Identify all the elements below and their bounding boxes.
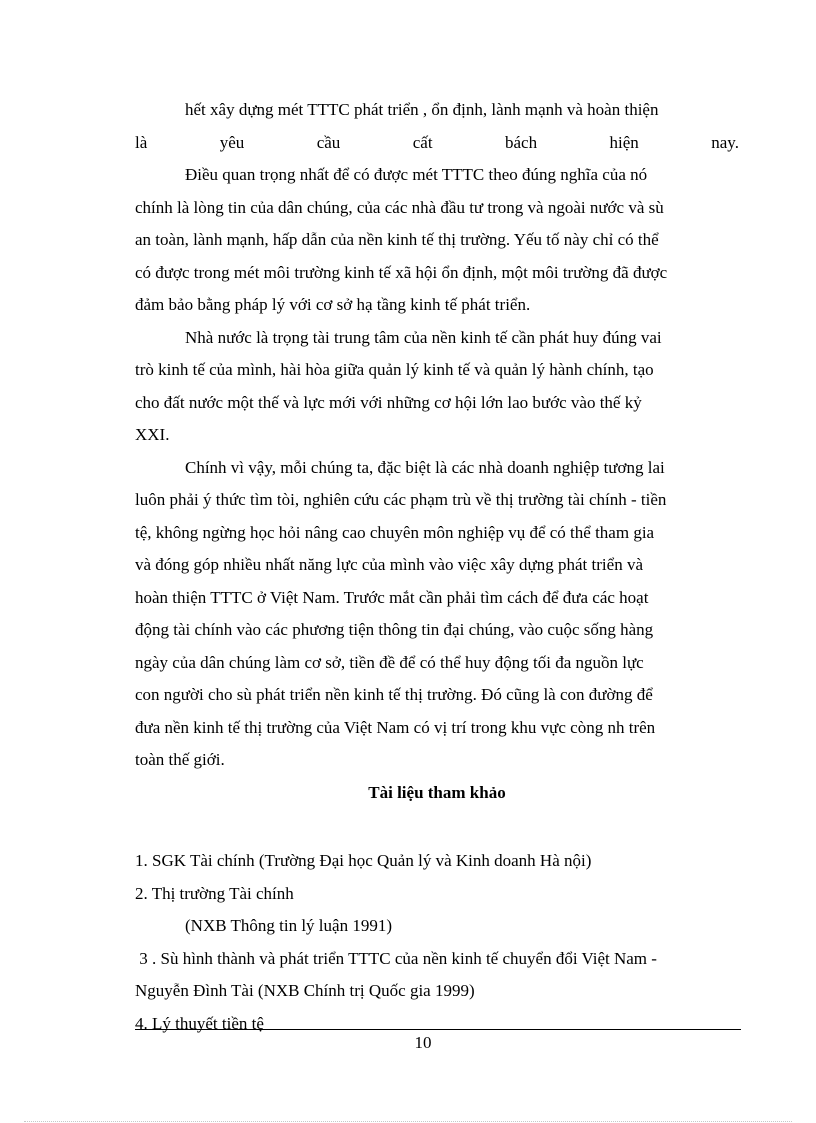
reference-item: (NXB Thông tin lý luận 1991) xyxy=(185,916,392,935)
body-line: có được trong mét môi trường kinh tế xã hội ổn định, một môi trường đã được xyxy=(135,262,668,282)
body-line: cho đất nước một thế và lực mới với những cơ hội lớn lao bước vào thế kỷ xyxy=(135,392,642,412)
footer-divider xyxy=(135,1029,741,1030)
body-line: hoàn thiện TTTC ở Việt Nam. Trước mắt cần phải tìm cách để đưa các hoạt xyxy=(135,587,649,607)
word: cất xyxy=(412,132,433,152)
word: cầu xyxy=(316,132,341,152)
body-line: Chính vì vậy, mỗi chúng ta, đặc biệt là các nhà doanh nghiệp tương lai xyxy=(185,457,665,477)
reference-item: 3 . Sù hình thành và phát triển TTTC của nền kinh tế chuyển đổi Việt Nam - xyxy=(135,948,657,968)
body-line: và đóng góp nhiều nhất năng lực của mình vào việc xây dựng phát triển và xyxy=(135,555,643,574)
reference-item: 1. SGK Tài chính (Trường Đại học Quản lý và Kinh doanh Hà nội) xyxy=(135,851,592,870)
body-line: ngày của dân chúng làm cơ sở, tiền đề để có thể huy động tối đa nguồn lực xyxy=(135,652,644,672)
body-line: tệ, không ngừng học hỏi nâng cao chuyên môn nghiệp vụ để có thể tham gia xyxy=(135,522,655,542)
body-line: đảm bảo bằng pháp lý với cơ sở hạ tầng kinh tế phát triển. xyxy=(135,295,531,314)
body-line: Nhà nước là trọng tài trung tâm của nền kinh tế cần phát huy đúng vai xyxy=(185,327,662,347)
body-line: Điều quan trọng nhất để có được mét TTTC theo đúng nghĩa của nó xyxy=(185,165,648,184)
reference-item: 4. Lý thuyết tiền tệ xyxy=(135,1013,264,1033)
word: là xyxy=(135,132,148,152)
body-line: con người cho sù phát triển nền kinh tế thị trường. Đó cũng là con đường để xyxy=(135,685,653,704)
body-line: an toàn, lành mạnh, hấp dẫn của nền kinh tế thị trường. Yếu tố này chỉ có thể xyxy=(135,230,659,249)
body-line: luôn phải ý thức tìm tòi, nghiên cứu các phạm trù về thị trường tài chính - tiền xyxy=(135,490,667,509)
body-line: toàn thế giới. xyxy=(135,750,225,769)
page-content xyxy=(135,94,739,1040)
body-line: XXI. xyxy=(135,425,170,444)
reference-item: Nguyễn Đình Tài (NXB Chính trị Quốc gia 1999) xyxy=(135,981,475,1000)
word: nay. xyxy=(711,132,739,152)
body-line: chính là lòng tin của dân chúng, của các nhà đầu tư trong và ngoài nước và sù xyxy=(135,197,664,217)
reference-item: 2. Thị trường Tài chính xyxy=(135,883,294,903)
references-heading: Tài liệu tham khảo xyxy=(368,782,506,802)
page-number: 10 xyxy=(414,1033,432,1052)
word: bách xyxy=(505,132,538,152)
page-edge-divider xyxy=(24,1121,792,1122)
body-line: đưa nền kinh tế thị trường của Việt Nam có vị trí trong khu vực còng nh trên xyxy=(135,717,656,737)
body-line: hết xây dựng mét TTTC phát triển , ổn định, lành mạnh và hoàn thiện xyxy=(185,100,659,119)
word: hiện xyxy=(609,132,639,152)
body-line: động tài chính vào các phương tiện thông tin đại chúng, vào cuộc sống hàng xyxy=(135,620,654,639)
body-line: trò kinh tế của mình, hài hòa giữa quản lý kinh tế và quản lý hành chính, tạo xyxy=(135,360,654,379)
body-line-justified xyxy=(135,127,739,160)
word: yêu xyxy=(219,132,245,152)
spacer xyxy=(135,809,739,845)
